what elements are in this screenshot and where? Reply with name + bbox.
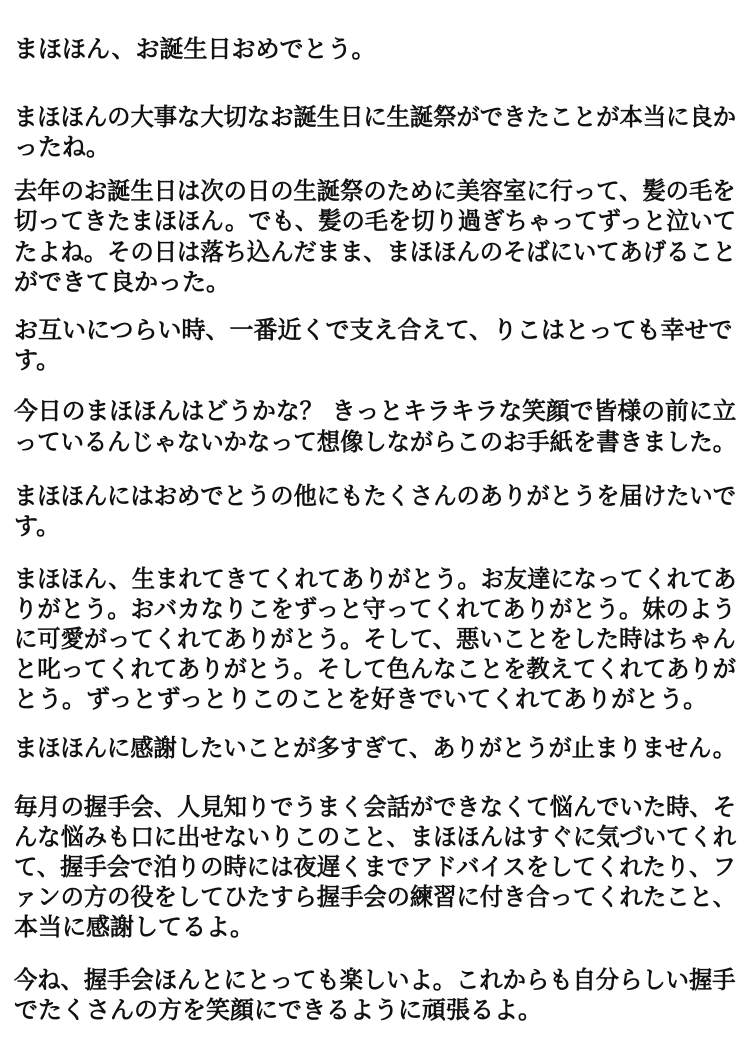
text-line: ったね。 xyxy=(14,133,110,161)
text-line: す。 xyxy=(14,346,61,374)
text-line: 今日のまほほんはどうかな？ きっとキラキラな笑顔で皆様の前に立 xyxy=(14,397,737,425)
text-line: す。 xyxy=(14,512,61,540)
text-line: まほほんにはおめでとうの他にもたくさんのありがとうを届けたいで xyxy=(14,482,736,510)
text-line: まほほん、生まれてきてくれてありがとう。お友達になってくれてあ xyxy=(14,565,737,593)
text-line: まほほんに感謝したいことが多すぎて、ありがとうが止まりません。 xyxy=(14,734,736,762)
text-line: まほほんの大事な大切なお誕生日に生誕祭ができたことが本当に良か xyxy=(14,103,736,131)
text-line: たよね。その日は落ち込んだまま、まほほんのそばにいてあげること xyxy=(14,238,736,266)
text-line: っているんじゃないかなって想像しながらこのお手紙を書きました。 xyxy=(14,428,736,456)
text-line: りがとう。おバカなりこをずっと守ってくれてありがとう。妹のよう xyxy=(14,595,736,623)
text-line: に可愛がってくれてありがとう。そして、悪いことをした時はちゃん xyxy=(14,625,736,653)
text-line: 切ってきたまほほん。でも、髪の毛を切り過ぎちゃってずっと泣いて xyxy=(14,207,736,235)
text-line: ァンの方の役をしてひたすら握手会の練習に付き合ってくれたこと、 xyxy=(14,883,736,911)
text-line: 去年のお誕生日は次の日の生誕祭のために美容室に行って、髪の毛を xyxy=(14,177,736,205)
text-line: 今ね、握手会ほんとにとっても楽しいよ。これからも自分らしい握手 xyxy=(14,966,736,994)
text-line: と叱ってくれてありがとう。そして色んなことを教えてくれてありが xyxy=(14,655,736,683)
text-line: でたくさんの方を笑顔にできるように頑張るよ。 xyxy=(14,996,542,1024)
text-line: んな悩みも口に出せないりこのこと、まほほんはすぐに気づいてくれ xyxy=(14,823,736,851)
text-line: 毎月の握手会、人見知りでうまく会話ができなくて悩んでいた時、そ xyxy=(14,793,736,821)
text-line: まほほん、お誕生日おめでとう。 xyxy=(14,35,376,63)
text-line: お互いにつらい時、一番近くで支え合えて、りこはとっても幸せで xyxy=(14,316,733,344)
text-line: とう。ずっとずっとりこのことを好きでいてくれてありがとう。 xyxy=(14,685,708,713)
text-line: 本当に感謝してるよ。 xyxy=(14,913,254,941)
text-line: て、握手会で泊りの時には夜遅くまでアドバイスをしてくれたり、フ xyxy=(14,853,736,881)
text-line: ができて良かった。 xyxy=(14,268,230,296)
